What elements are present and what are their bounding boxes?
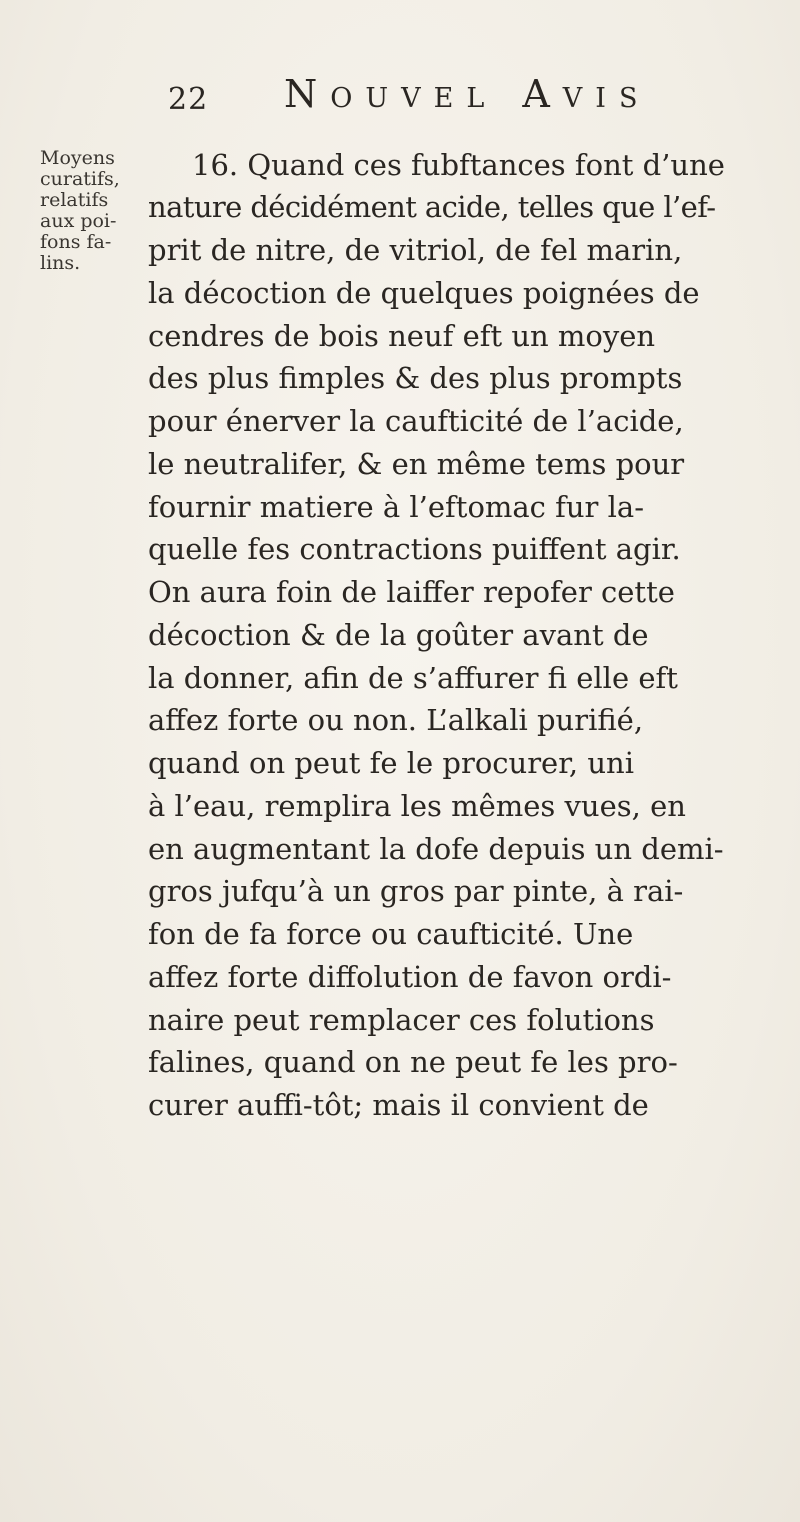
body-line: fon de fa force ou caufticité. Une [148,917,634,951]
body-line: en augmentant la dofe depuis un demi- [148,832,724,866]
margin-note [40,148,140,274]
body-line: quelle fes contractions puiffent agir. [148,532,681,566]
page-number: 22 [168,82,209,117]
margin-note-line: curatifs, [40,168,120,190]
running-title: Nouvel Avis [284,72,651,116]
body-line: affez forte diffolution de favon ordi- [148,960,672,994]
body-line: des plus fimples & des plus prompts [148,361,683,395]
margin-note-line: lins. [40,252,81,274]
body-line: le neutralifer, & en même tems pour [148,447,685,481]
margin-note-line: aux poi- [40,210,117,232]
body-line: décoction & de la goûter avant de [148,618,649,652]
body-line: à l’eau, remplira les mêmes vues, en [148,789,686,823]
body-line: nature décidément acide, telles que l’ef- [148,190,716,224]
margin-note-line: fons fa- [40,231,112,253]
body-line: On aura foin de laiffer repofer cette [148,575,675,609]
body-line: curer auffi-tôt; mais il convient de [148,1088,649,1122]
body-line: pour énerver la caufticité de l’acide, [148,404,684,438]
body-line: 16. Quand ces fubftances font d’une [192,148,725,182]
body-line: prit de nitre, de vitriol, de fel marin, [148,233,683,267]
page-header [0,72,800,122]
body-line: affez forte ou non. L’alkali purifié, [148,703,644,737]
body-line: la décoction de quelques poignées de [148,276,700,310]
margin-note-line: Moyens [40,147,115,169]
body-line: gros jufqu’à un gros par pinte, à rai- [148,874,684,908]
body-line: quand on peut fe le procurer, uni [148,746,634,780]
body-line: falines, quand on ne peut fe les pro- [148,1045,678,1079]
margin-note-line: relatifs [40,189,109,211]
body-line: cendres de bois neuf eft un moyen [148,319,656,353]
body-line: fournir matiere à l’eftomac fur la- [148,490,645,524]
body-line: naire peut remplacer ces folutions [148,1003,655,1037]
body-line: la donner, afin de s’affurer fi elle eft [148,661,678,695]
